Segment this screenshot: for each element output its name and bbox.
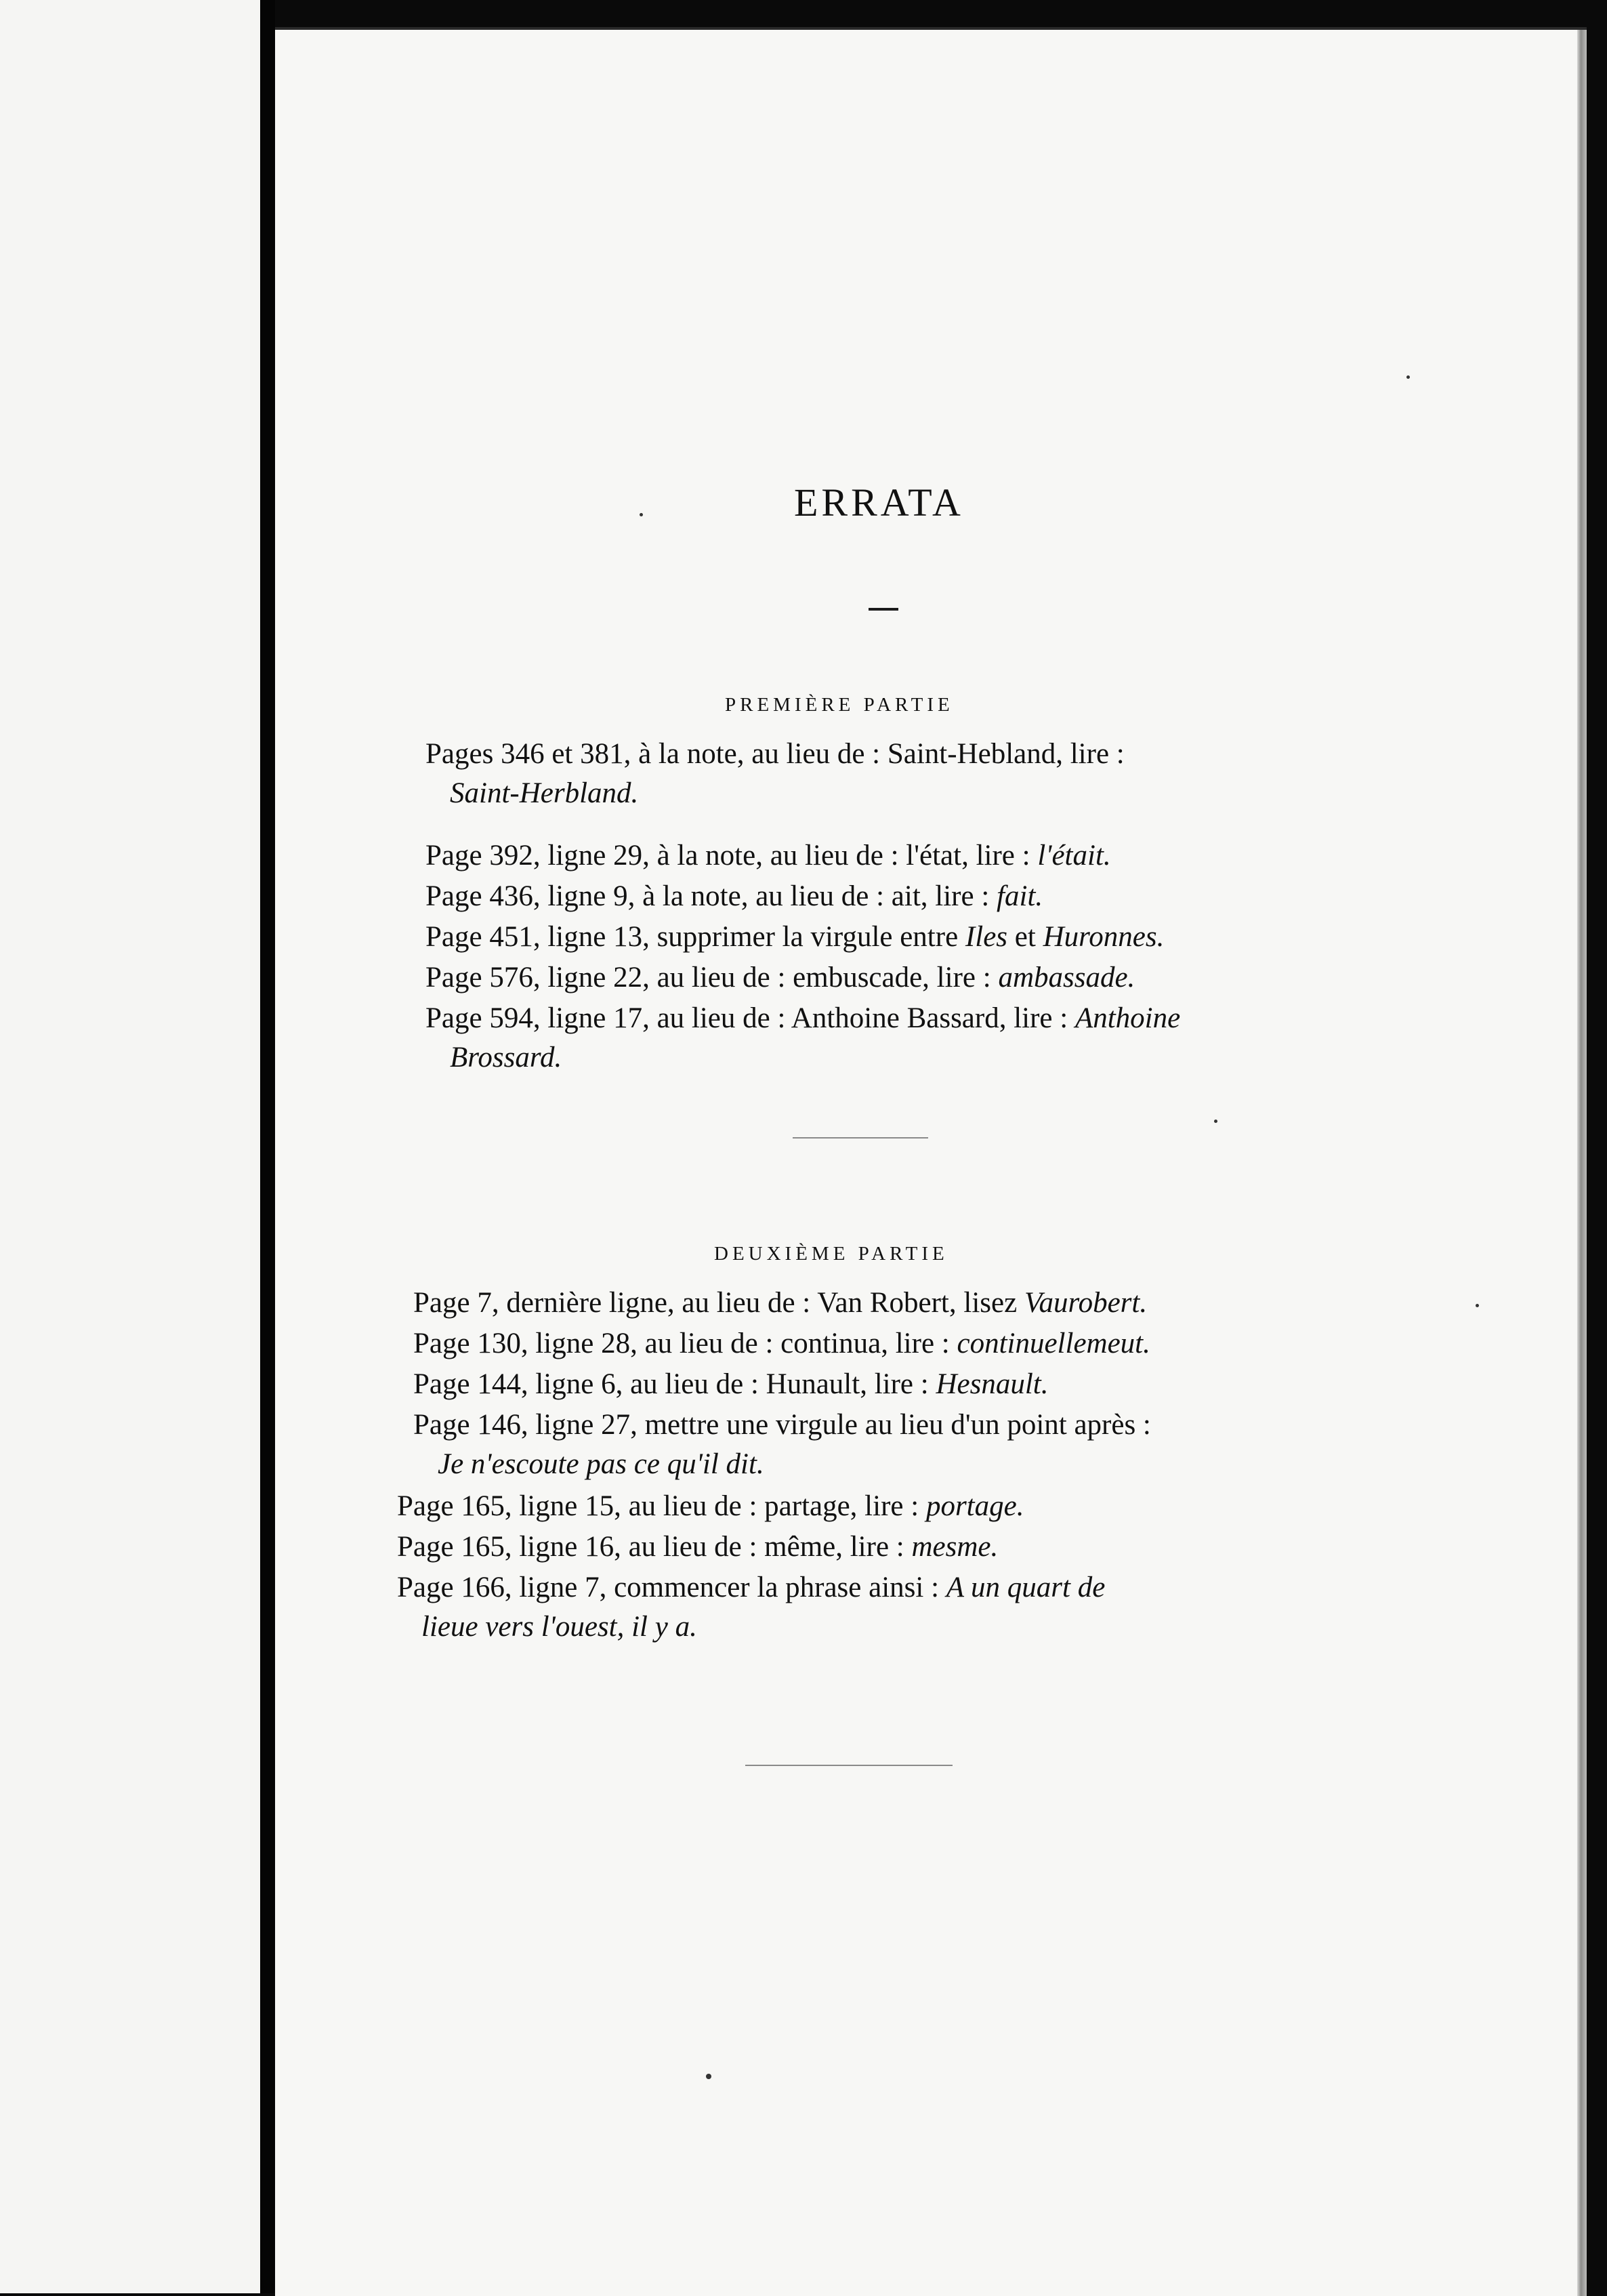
paper-speck [1406, 375, 1410, 379]
paper-speck [640, 513, 643, 516]
erratum-entry: Page 436, ligne 9, à la note, au lieu de : ait, lire : fait. [425, 880, 1043, 912]
book-gutter [260, 0, 275, 2293]
section-heading-deuxieme: DEUXIÈME PARTIE [714, 1243, 948, 1265]
erratum-entry: Pages 346 et 381, à la note, au lieu de : Saint-Hebland, lire : Saint-Herbland. [425, 738, 1125, 809]
paper-speck [1214, 1120, 1217, 1123]
erratum-entry: Page 144, ligne 6, au lieu de : Hunault, lire : Hesnault. [413, 1368, 1049, 1400]
title-rule [869, 608, 898, 611]
right-page [275, 27, 1587, 2296]
erratum-entry: Page 165, ligne 16, au lieu de : même, lire : mesme. [397, 1531, 999, 1563]
section-heading-premiere: PREMIÈRE PARTIE [725, 694, 954, 716]
erratum-entry: Page 130, ligne 28, au lieu de : continua, lire : continuellemeut. [413, 1328, 1150, 1359]
erratum-entry: Page 451, ligne 13, supprimer la virgule entre Iles et Huronnes. [425, 921, 1165, 953]
page-edge [1577, 30, 1587, 2296]
paper-speck [706, 2074, 711, 2079]
left-page [0, 0, 260, 2293]
erratum-entry: Page 576, ligne 22, au lieu de : embuscade, lire : ambassade. [425, 962, 1135, 993]
page-title: ERRATA [794, 480, 964, 525]
section-separator [793, 1137, 928, 1139]
section-separator [745, 1765, 953, 1766]
erratum-entry: Page 146, ligne 27, mettre une virgule au lieu d'un point après : Je n'escoute pas ce qu'il dit. [413, 1409, 1151, 1480]
erratum-entry: Page 594, ligne 17, au lieu de : Anthoine Bassard, lire : Anthoine Brossard. [425, 1002, 1181, 1073]
erratum-entry: Page 7, dernière ligne, au lieu de : Van Robert, lisez Vaurobert. [413, 1287, 1148, 1319]
paper-speck [1476, 1304, 1479, 1307]
erratum-entry: Page 165, ligne 15, au lieu de : partage, lire : portage. [397, 1490, 1024, 1522]
erratum-entry: Page 392, ligne 29, à la note, au lieu de : l'état, lire : l'était. [425, 840, 1111, 872]
erratum-entry: Page 166, ligne 7, commencer la phrase ainsi : A un quart de lieue vers l'ouest, il y a. [397, 1572, 1106, 1643]
